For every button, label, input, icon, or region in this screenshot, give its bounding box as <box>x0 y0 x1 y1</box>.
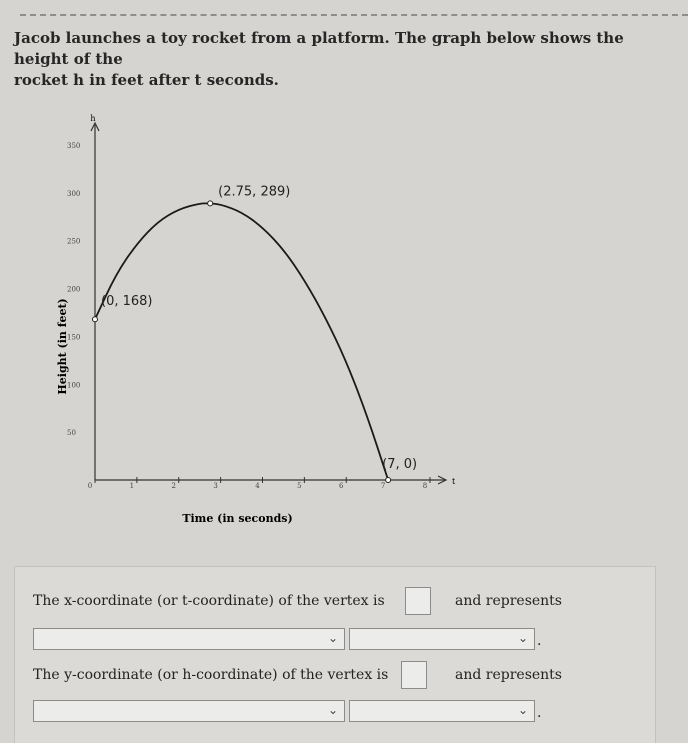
x-tick-label: 4 <box>255 482 260 490</box>
x-tick-label: 0 <box>87 482 93 490</box>
x-tick-label: 1 <box>129 482 135 490</box>
y-tick-label: 200 <box>67 285 81 294</box>
annotation-point <box>208 201 213 206</box>
annotation-label: (2.75, 289) <box>218 184 291 200</box>
annotation-point <box>93 317 98 322</box>
chevron-down-icon: ⌄ <box>517 703 528 717</box>
answer-panel <box>14 566 656 743</box>
y-tick-label: 350 <box>67 142 81 150</box>
period: . <box>537 633 542 649</box>
top-divider <box>20 14 688 16</box>
problem-line-1: Jacob launches a toy rocket from a platform. The graph below shows the height of the <box>14 29 624 68</box>
question-1-suffix: and represents <box>455 593 562 609</box>
y-coordinate-dropdown-2[interactable] <box>349 700 535 722</box>
y-axis-end-label: h <box>90 114 96 123</box>
y-coordinate-dropdown-1[interactable] <box>33 700 345 722</box>
annotation-point <box>386 478 391 483</box>
x-coordinate-answer-box[interactable] <box>405 587 431 615</box>
period: . <box>537 705 542 721</box>
problem-statement <box>14 28 680 91</box>
chevron-down-icon: ⌄ <box>327 631 338 645</box>
y-tick-label: 250 <box>67 237 81 246</box>
x-coordinate-dropdown-2[interactable] <box>349 628 535 650</box>
y-tick-label: 100 <box>67 381 81 390</box>
question-2-suffix: and represents <box>455 667 562 683</box>
annotation-label: (7, 0) <box>382 457 418 472</box>
chevron-down-icon: ⌄ <box>327 703 338 717</box>
question-2-text: The y-coordinate (or h-coordinate) of the vertex is <box>33 667 389 683</box>
y-axis-label: Height (in feet) <box>56 298 69 395</box>
x-tick-label: 7 <box>380 482 386 490</box>
chevron-down-icon: ⌄ <box>517 631 528 645</box>
question-1-text: The x-coordinate (or t-coordinate) of the vertex is <box>33 593 385 609</box>
x-axis-label: Time (in seconds) <box>182 512 293 525</box>
y-coordinate-answer-box[interactable] <box>401 661 427 689</box>
height-curve <box>95 203 388 480</box>
x-tick-label: 6 <box>339 482 344 490</box>
x-coordinate-dropdown-1[interactable] <box>33 628 345 650</box>
problem-line-2: rocket h in feet after t seconds. <box>14 71 279 89</box>
x-axis-end-label: t <box>452 477 456 486</box>
y-tick-label: 50 <box>67 429 76 438</box>
rocket-height-chart <box>0 100 688 540</box>
y-tick-label: 150 <box>67 333 81 342</box>
y-tick-label: 300 <box>67 189 81 198</box>
x-tick-label: 2 <box>171 482 176 490</box>
annotation-label: (0, 168) <box>101 294 153 310</box>
x-tick-label: 3 <box>213 482 218 490</box>
chart-svg <box>0 100 688 540</box>
x-tick-label: 8 <box>422 482 428 490</box>
x-tick-label: 5 <box>297 482 302 490</box>
